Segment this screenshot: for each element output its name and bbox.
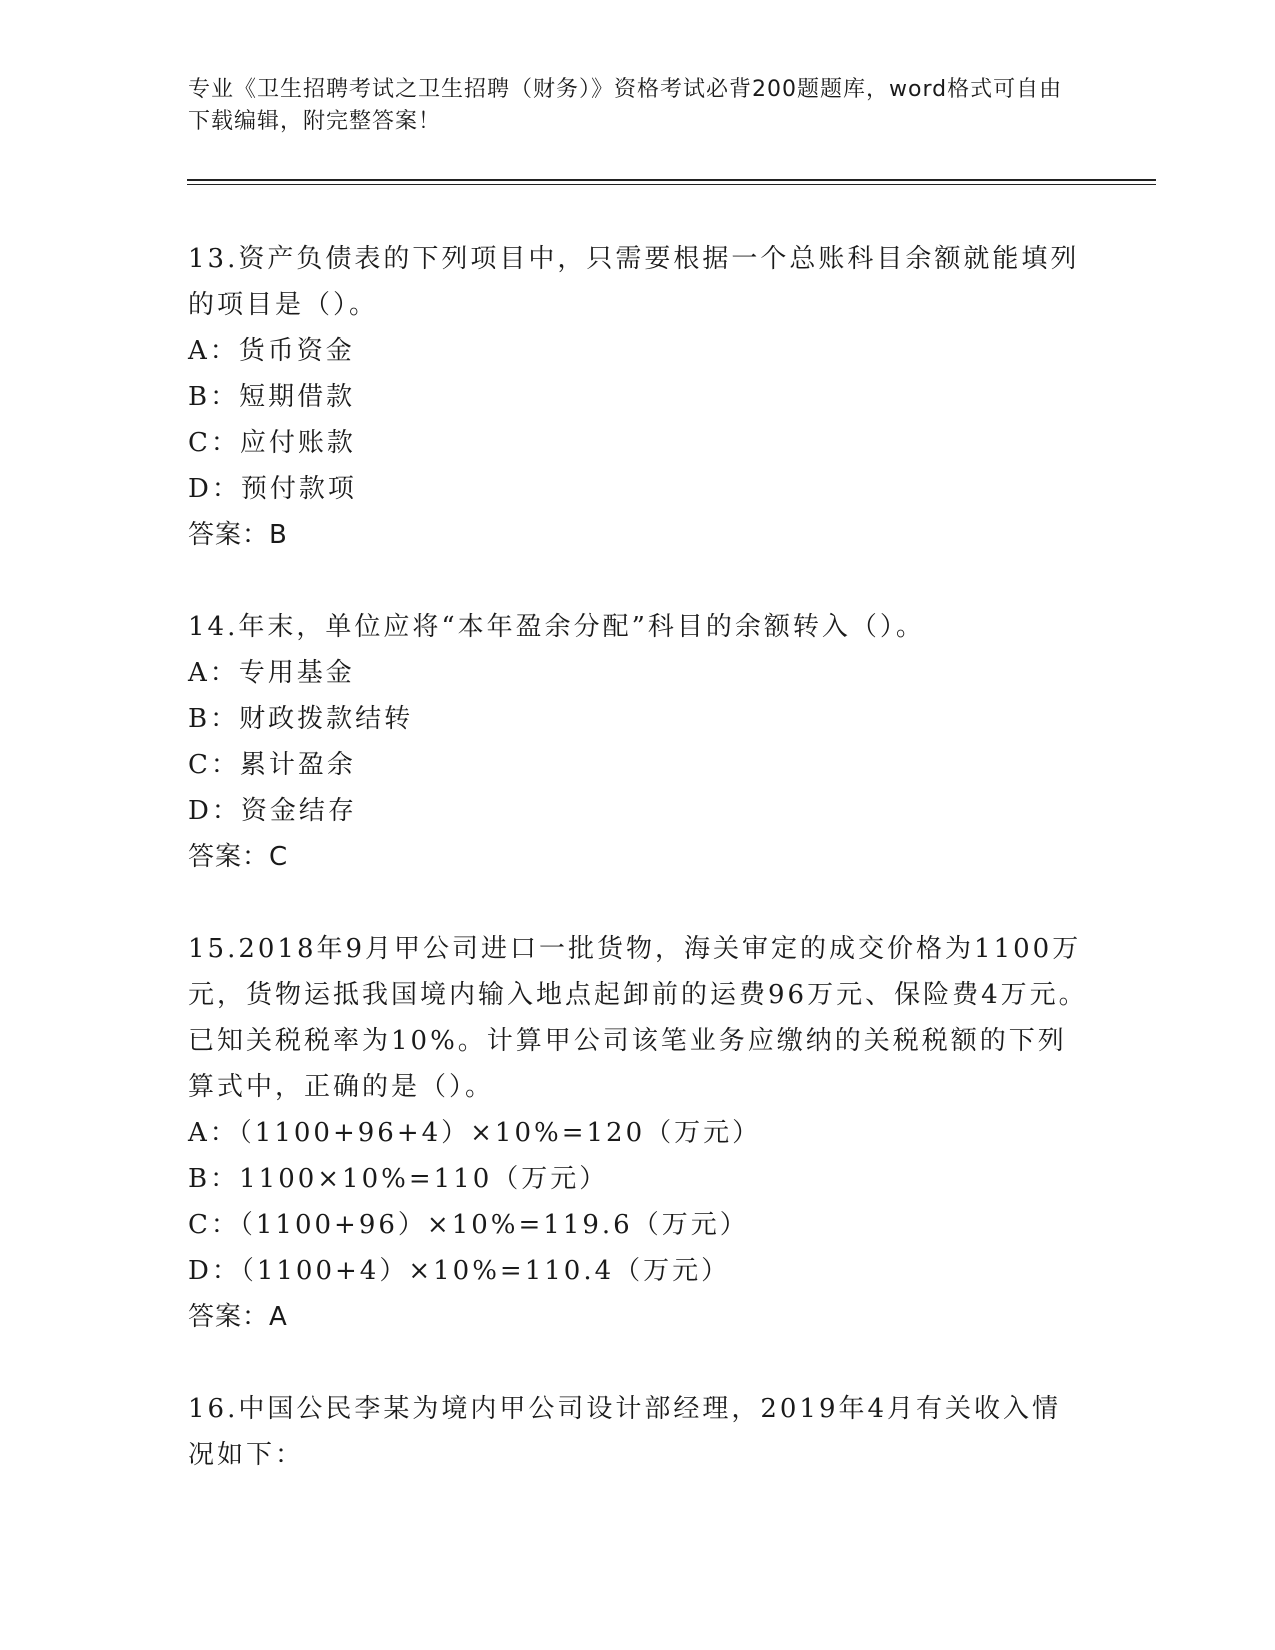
header-divider-thin [187,184,1156,185]
option-a: A：货币资金 [188,336,355,366]
question-13 [188,236,1088,558]
option-b: B：1100×10%=110（万元） [188,1164,609,1194]
question-text: 16.中国公民李某为境内甲公司设计部经理，2019年4月有关收入情况如下： [188,1394,1062,1470]
option-c: C：累计盈余 [188,750,356,780]
question-16 [188,1386,1088,1478]
answer-line: 答案：B [188,520,288,550]
question-text: 15.2018年9月甲公司进口一批货物，海关审定的成交价格为1100万元，货物运抵我国境内输入地点起卸前的运费96万元、保险费4万元。已知关税税率为10%。计算甲公司该笔业务应缴纳的关税税额的下列算式中，正确的是（）。 [188,934,1088,1102]
option-d: D：预付款项 [188,474,357,504]
header-divider-thick [187,179,1156,181]
answer-line: 答案：A [188,1302,288,1332]
answer-line: 答案：C [188,842,289,872]
option-c: C：应付账款 [188,428,356,458]
option-b: B：财政拨款结转 [188,704,414,734]
option-b: B：短期借款 [188,382,356,412]
option-d: D：资金结存 [188,796,357,826]
document-header: 专业《卫生招聘考试之卫生招聘（财务）》资格考试必背200题题库，word格式可自由下载编辑，附完整答案！ [188,77,1063,134]
question-list [188,236,1088,1524]
option-a: A：（1100+96+4）×10%=120（万元） [188,1118,762,1148]
option-d: D：（1100+4）×10%=110.4（万元） [188,1256,731,1286]
question-text: 13.资产负债表的下列项目中，只需要根据一个总账科目余额就能填列的项目是（）。 [188,244,1080,320]
question-15 [188,926,1088,1340]
question-text: 14.年末，单位应将“本年盈余分配”科目的余额转入（）。 [188,612,925,642]
option-a: A：专用基金 [188,658,355,688]
question-14 [188,604,1088,880]
option-c: C：（1100+96）×10%=119.6（万元） [188,1210,749,1240]
